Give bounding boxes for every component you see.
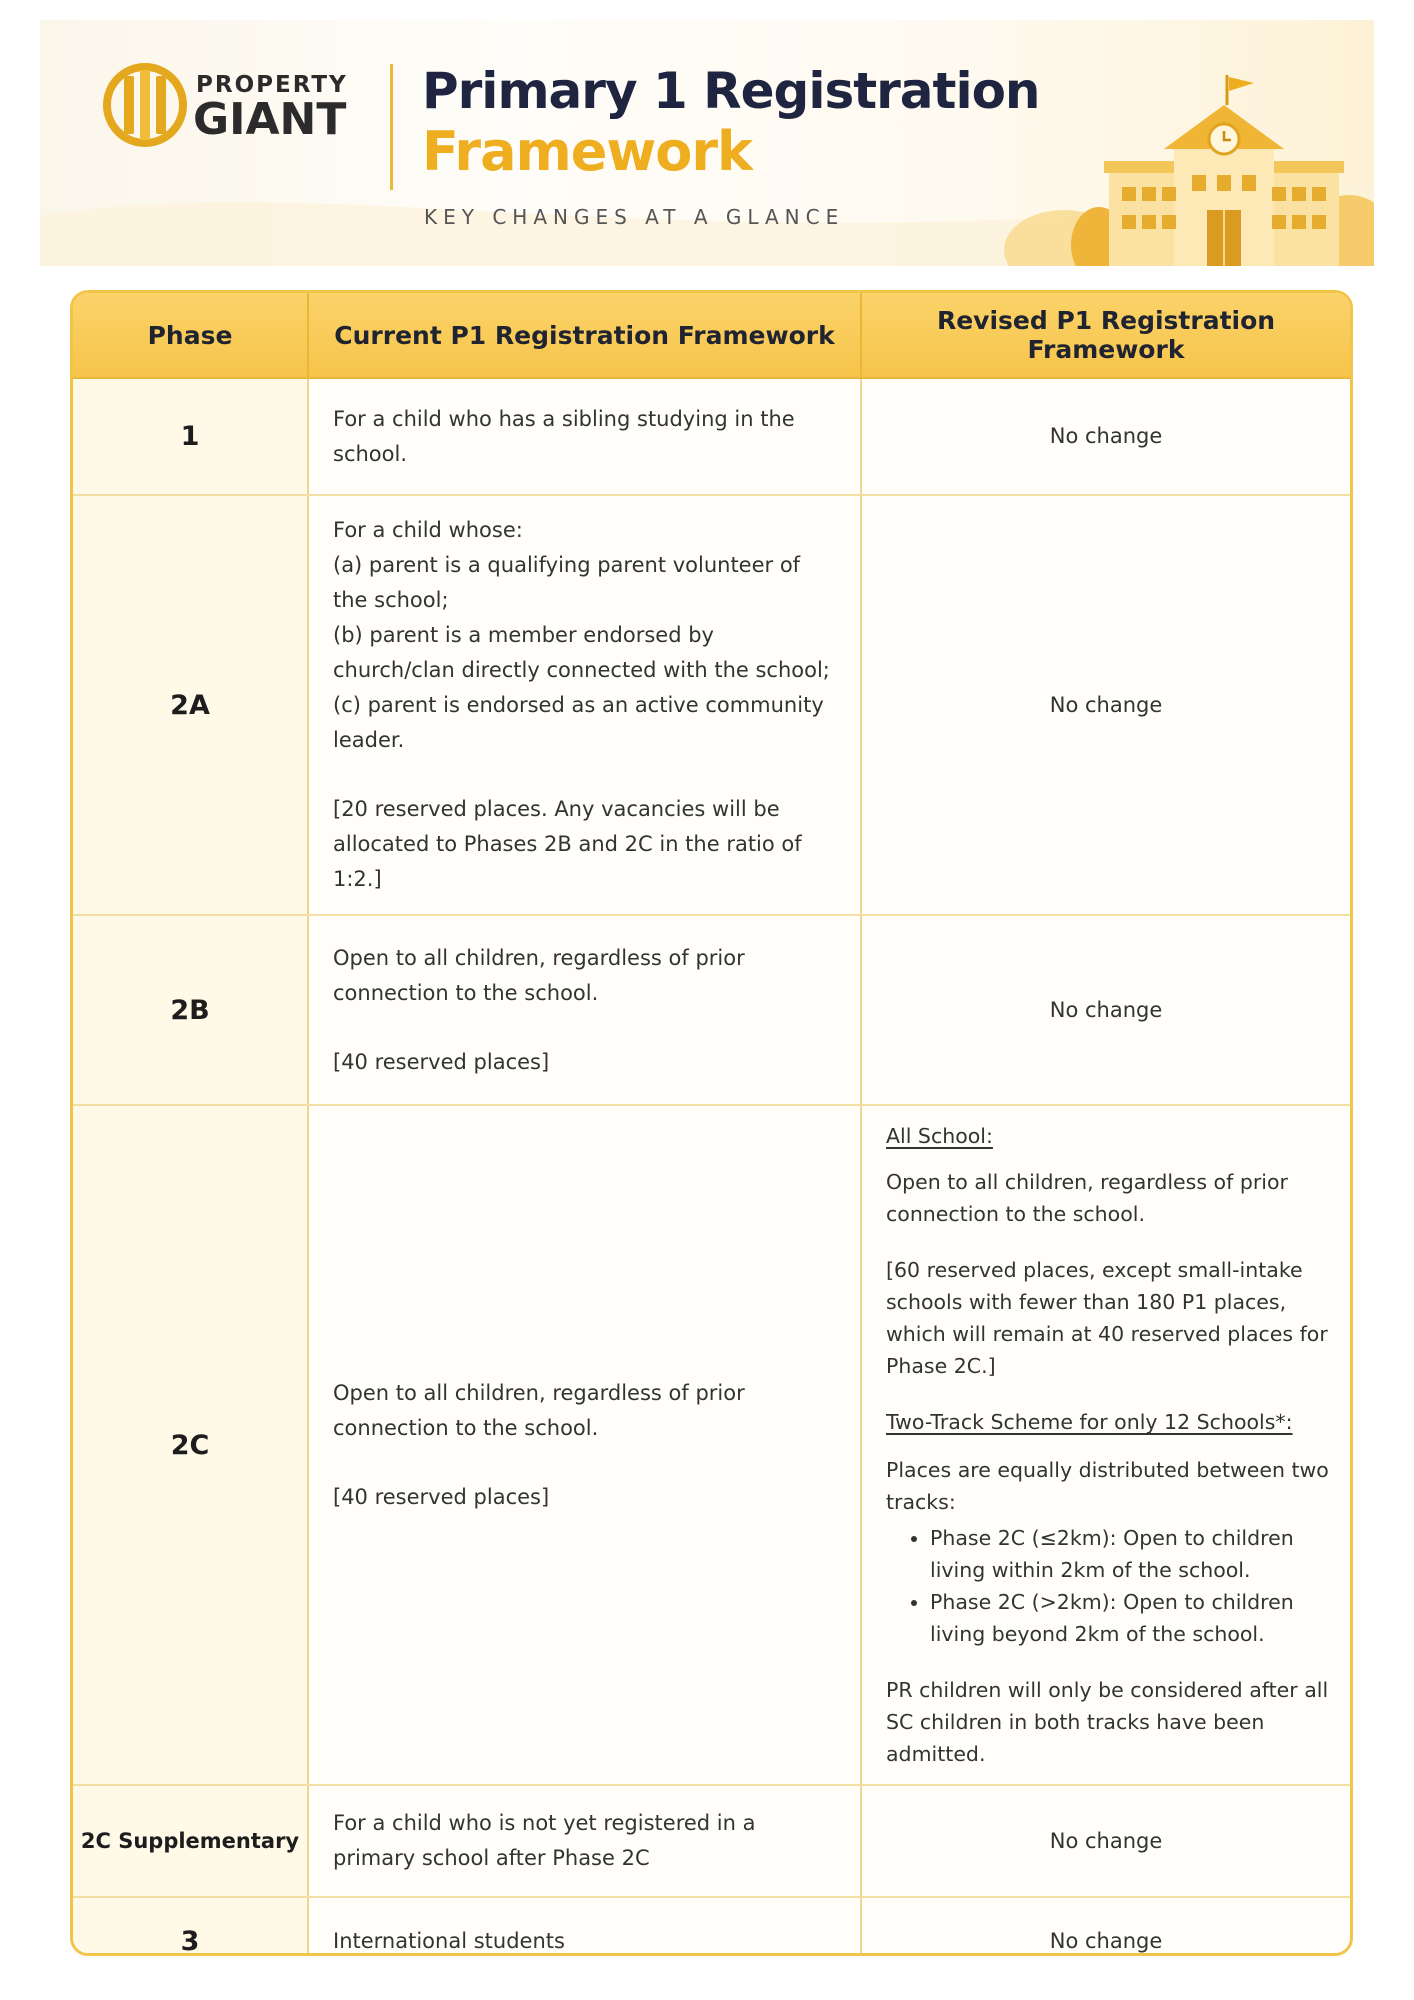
current-item: (a) parent is a qualifying parent volunteer of the school;	[333, 553, 801, 612]
revised-cell: No change	[861, 378, 1350, 495]
table-header-row	[73, 293, 1350, 378]
phase-cell: 1	[73, 378, 308, 495]
page-title-line2: Framework	[422, 120, 752, 183]
all-school-text: Open to all children, regardless of prior connection to the school.	[886, 1170, 1288, 1226]
phase-cell: 2C	[73, 1105, 308, 1785]
column-header-revised: Revised P1 Registration Framework	[861, 293, 1350, 378]
current-cell	[308, 1785, 861, 1897]
current-text: International students	[333, 1929, 565, 1953]
revised-cell: No change	[861, 1897, 1350, 1956]
phase-cell: 2A	[73, 495, 308, 915]
phase-cell: 2C Supplementary	[73, 1785, 308, 1897]
current-item: (b) parent is a member endorsed by church/clan directly connected with the school;	[333, 623, 830, 682]
two-track-text: Places are equally distributed between two tracks:	[886, 1458, 1329, 1514]
all-school-note: [60 reserved places, except small-intake schools with fewer than 180 P1 places, which will remain at 40 reserved places for Phase 2C.]	[886, 1258, 1328, 1378]
header-divider	[390, 64, 393, 190]
revised-cell: No change	[861, 1785, 1350, 1897]
current-note: [40 reserved places]	[333, 1484, 550, 1509]
framework-table	[70, 290, 1353, 1956]
table-row	[73, 915, 1350, 1105]
table-row	[73, 1785, 1350, 1897]
current-cell	[308, 378, 861, 495]
current-text: For a child who is not yet registered in a primary school after Phase 2C	[333, 1811, 756, 1870]
current-text: Open to all children, regardless of prior connection to the school.	[333, 1380, 745, 1440]
logo-text-top: PROPERTY	[196, 72, 348, 98]
logo-text-main: GIANT	[193, 94, 347, 145]
table-row	[73, 378, 1350, 495]
current-cell	[308, 1105, 861, 1785]
current-item: (c) parent is endorsed as an active community leader.	[333, 693, 824, 752]
school-building-icon	[1004, 75, 1374, 266]
table-row	[73, 1897, 1350, 1956]
current-note: [40 reserved places]	[333, 1049, 550, 1074]
current-text: Open to all children, regardless of prior connection to the school.	[333, 945, 745, 1005]
revised-cell: No change	[861, 495, 1350, 915]
page-header	[40, 20, 1374, 266]
table-row	[73, 1105, 1350, 1785]
revised-cell: No change	[861, 915, 1350, 1105]
current-cell	[308, 495, 861, 915]
table-row	[73, 495, 1350, 915]
current-intro: For a child whose:	[333, 518, 523, 542]
list-item: • Phase 2C (>2km): Open to children living beyond 2km of the school.	[930, 1586, 1332, 1650]
current-cell	[308, 1897, 861, 1956]
phase-cell: 2B	[73, 915, 308, 1105]
page-subtitle: KEY CHANGES AT A GLANCE	[424, 205, 845, 229]
track-list	[886, 1522, 1332, 1650]
current-cell	[308, 915, 861, 1105]
logo-mark-icon	[102, 62, 188, 148]
current-note: [20 reserved places. Any vacancies will be allocated to Phases 2B and 2C in the ratio of 1:2.]	[333, 797, 802, 891]
current-text: For a child who has a sibling studying in the school.	[333, 406, 795, 466]
revised-cell	[861, 1105, 1350, 1785]
two-track-heading: Two-Track Scheme for only 12 Schools*:	[886, 1410, 1293, 1434]
phase-cell: 3	[73, 1897, 308, 1956]
column-header-phase: Phase	[73, 293, 308, 378]
list-item: • Phase 2C (≤2km): Open to children living within 2km of the school.	[930, 1522, 1332, 1586]
pr-note: PR children will only be considered after all SC children in both tracks have been admitted.	[886, 1678, 1329, 1766]
page-title-line1: Primary 1 Registration	[422, 62, 1040, 120]
column-header-current: Current P1 Registration Framework	[308, 293, 861, 378]
all-school-heading: All School:	[886, 1124, 993, 1148]
